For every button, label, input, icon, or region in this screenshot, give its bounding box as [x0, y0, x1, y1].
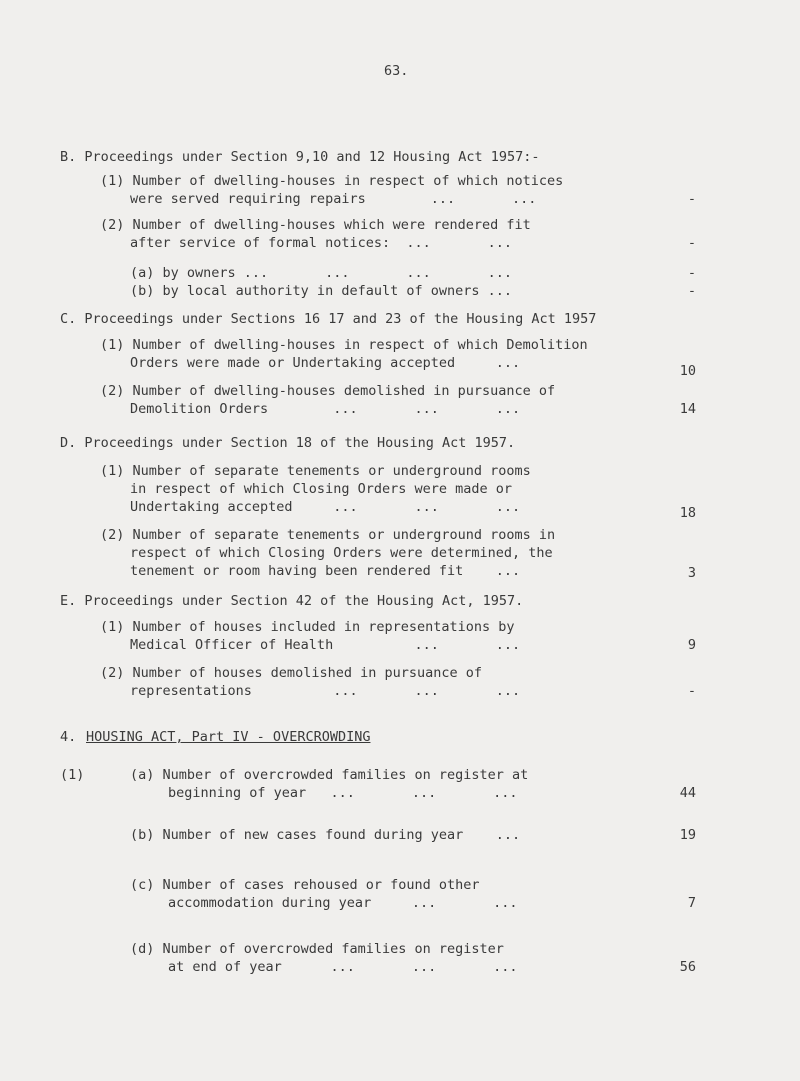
- section-b-item2a-line: (a) by owners ... ... ... ...: [130, 265, 513, 281]
- section-b-item1-value: -: [687, 191, 696, 207]
- section-d-item1-line1: (1) Number of separate tenements or underground rooms: [100, 463, 531, 479]
- section-d-item1-value: 18: [679, 505, 696, 521]
- section-d-item2-line2: respect of which Closing Orders were determined, the: [130, 545, 553, 561]
- page-number: 63.: [384, 63, 409, 79]
- part4-a-value: 44: [679, 785, 696, 801]
- section-d-item2-value: 3: [687, 565, 696, 581]
- section-c-item2-line1: (2) Number of dwelling-houses demolished in pursuance of: [100, 383, 556, 399]
- part4-d-line2: at end of year ... ... ...: [168, 959, 518, 975]
- section-d-item2-line3: tenement or room having been rendered fit ...: [130, 563, 521, 579]
- part4-number: 4.: [60, 729, 77, 745]
- part4-b-value: 19: [679, 827, 696, 843]
- part4-c-line1: (c) Number of cases rehoused or found other: [130, 877, 480, 893]
- section-c-item1-line2: Orders were made or Undertaking accepted ...: [130, 355, 521, 371]
- section-d-item1-line3: Undertaking accepted ... ... ...: [130, 499, 521, 515]
- section-e-item1-value: 9: [687, 637, 696, 653]
- section-b-item2b-line: (b) by local authority in default of owners ...: [130, 283, 513, 299]
- section-b-item2-value: -: [687, 235, 696, 251]
- section-b-item1-line2: were served requiring repairs ... ...: [130, 191, 537, 207]
- part4-a-line2: beginning of year ... ... ...: [168, 785, 518, 801]
- section-c-item2-line2: Demolition Orders ... ... ...: [130, 401, 521, 417]
- section-e-heading: E. Proceedings under Section 42 of the Housing Act, 1957.: [60, 593, 524, 609]
- section-e-item1-line2: Medical Officer of Health ... ...: [130, 637, 521, 653]
- section-d-item1-line2: in respect of which Closing Orders were made or: [130, 481, 513, 497]
- part4-d-line1: (d) Number of overcrowded families on register: [130, 941, 504, 957]
- section-b-item1-line1: (1) Number of dwelling-houses in respect of which notices: [100, 173, 564, 189]
- section-c-item1-line1: (1) Number of dwelling-houses in respect of which Demolition: [100, 337, 588, 353]
- section-e-item2-line2: representations ... ... ...: [130, 683, 521, 699]
- section-d-item2-line1: (2) Number of separate tenements or underground rooms in: [100, 527, 556, 543]
- section-d-heading: D. Proceedings under Section 18 of the Housing Act 1957.: [60, 435, 516, 451]
- section-b-item2a-value: -: [687, 265, 696, 281]
- section-e-item1-line1: (1) Number of houses included in representations by: [100, 619, 515, 635]
- section-c-heading: C. Proceedings under Sections 16 17 and 23 of the Housing Act 1957: [60, 311, 597, 327]
- part4-a-line1: (a) Number of overcrowded families on register at: [130, 767, 529, 783]
- section-c-item2-value: 14: [679, 401, 696, 417]
- part4-heading: HOUSING ACT, Part IV - OVERCROWDING: [86, 729, 371, 745]
- part4-c-value: 7: [687, 895, 696, 911]
- part4-c-line2: accommodation during year ... ...: [168, 895, 518, 911]
- section-b-item2-line2: after service of formal notices: ... ...: [130, 235, 513, 251]
- section-b-item2-line1: (2) Number of dwelling-houses which were rendered fit: [100, 217, 531, 233]
- section-c-item1-value: 10: [679, 363, 696, 379]
- part4-d-value: 56: [679, 959, 696, 975]
- section-b-item2b-value: -: [687, 283, 696, 299]
- section-e-item2-value: -: [687, 683, 696, 699]
- section-e-item2-line1: (2) Number of houses demolished in pursuance of: [100, 665, 483, 681]
- part4-item-label: (1): [60, 767, 85, 783]
- part4-b-line: (b) Number of new cases found during year ...: [130, 827, 521, 843]
- section-b-heading: B. Proceedings under Section 9,10 and 12 Housing Act 1957:-: [60, 149, 540, 165]
